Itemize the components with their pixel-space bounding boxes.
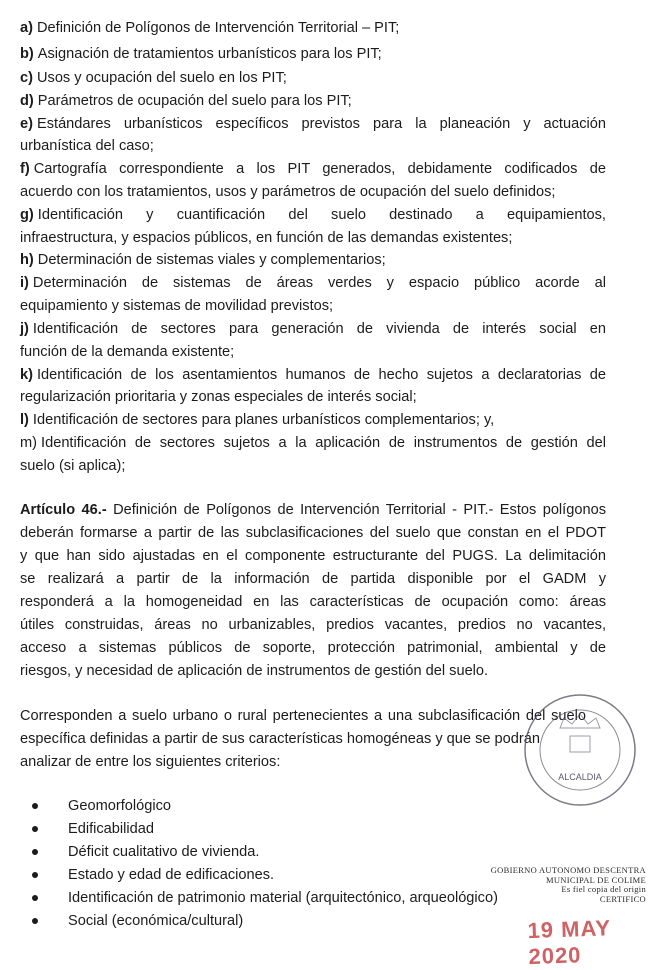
bullet-dot-icon: [32, 918, 38, 924]
list-item-l: l) Identificación de sectores para planes urbanísticos complementarios; y,: [20, 412, 495, 428]
bullet-item: Edificabilidad: [68, 821, 154, 837]
article-46-line: deberán formarse a partir de las subclasificaciones del suelo que constan en el PDOT: [20, 525, 606, 541]
list-item-m: m) Identificación de sectores sujetos a la aplicación de instrumentos de gestión del: [20, 435, 606, 451]
list-item-d: d) Parámetros de ocupación del suelo para los PIT;: [20, 93, 352, 109]
certification-stamp: GOBIERNO AUTONOMO DESCENTRA MUNICIPAL DE COLIME Es fiel copia del origin CERTIFICO: [490, 865, 646, 904]
bullet-dot-icon: [32, 872, 38, 878]
article-46-line: útiles construidas, áreas no urbanizables, predios vacantes, predios no vacantes,: [20, 617, 606, 633]
article-title: Artículo 46.-: [20, 502, 107, 518]
list-item-j-cont: función de la demanda existente;: [20, 344, 235, 360]
list-item-i: i) Determinación de sistemas de áreas verdes y espacio público acorde al: [20, 275, 606, 291]
date-stamp: 19 MAY 2020: [527, 915, 612, 970]
list-item-g-cont: infraestructura, y espacios públicos, en función de las demandas existentes;: [20, 230, 513, 246]
list-item-g: g) Identificación y cuantificación del suelo destinado a equipamientos,: [20, 207, 606, 223]
article-46-line: responderá a la homogeneidad en las características de ocupación como: áreas: [20, 594, 606, 610]
list-item-i-cont: equipamiento y sistemas de movilidad previstos;: [20, 298, 334, 314]
list-item-b: b) Asignación de tratamientos urbanísticos para los PIT;: [20, 46, 382, 62]
list-item-k: k) Identificación de los asentamientos humanos de hecho sujetos a declaratorias de: [20, 367, 606, 383]
bullet-dot-icon: [32, 803, 38, 809]
bullet-item: Déficit cualitativo de vivienda.: [68, 844, 260, 860]
paragraph-line: analizar de entre los siguientes criterios:: [20, 754, 281, 770]
paragraph-line: Corresponden a suelo urbano o rural pertenecientes a una subclasificación del suelo: [20, 708, 586, 724]
article-46-line: acceso a sistemas públicos de soporte, protección patrimonial, ambiental y de: [20, 640, 606, 656]
list-item-a: a) Definición de Polígonos de Intervención Territorial – PIT;: [20, 20, 400, 36]
bullet-dot-icon: [32, 895, 38, 901]
list-item-k-cont: regularización prioritaria y zonas especiales de interés social;: [20, 389, 417, 405]
list-item-j: j) Identificación de sectores para generación de vivienda de interés social en: [20, 321, 606, 337]
bullet-item: Social (económica/cultural): [68, 913, 244, 929]
bullet-dot-icon: [32, 826, 38, 832]
list-item-h: h) Determinación de sistemas viales y complementarios;: [20, 252, 386, 268]
list-item-e: e) Estándares urbanísticos específicos previstos para la planeación y actuación: [20, 116, 606, 132]
list-item-f: f) Cartografía correspondiente a los PIT generados, debidamente codificados de: [20, 161, 606, 177]
list-item-f-cont: acuerdo con los tratamientos, usos y parámetros de ocupación del suelo definidos;: [20, 184, 556, 200]
bullet-dot-icon: [32, 849, 38, 855]
bullet-item: Geomorfológico: [68, 798, 172, 814]
alcaldia-seal-icon: [520, 690, 640, 810]
bullet-item: Estado y edad de edificaciones.: [68, 867, 275, 883]
paragraph-line: específica definidas a partir de sus características homogéneas y que se podrán: [20, 731, 540, 747]
list-item-e-cont: urbanística del caso;: [20, 138, 154, 154]
seal-label: ALCALDIA: [558, 772, 602, 782]
article-46-line: Artículo 46.- Definición de Polígonos de Intervención Territorial - PIT.- Estos polígonos: [20, 502, 606, 518]
article-46-line: riesgos, y necesidad de aplicación de instrumentos de gestión del suelo.: [20, 663, 489, 679]
list-item-m-cont: suelo (si aplica);: [20, 458, 126, 474]
list-item-c: c) Usos y ocupación del suelo en los PIT;: [20, 70, 287, 86]
article-46-line: se realizará a partir de la información de partida disponible por el GADM y: [20, 571, 606, 587]
article-46-line: y que han sido ajustadas en el componente estructurante del PUGS. La delimitación: [20, 548, 606, 564]
bullet-item: Identificación de patrimonio material (arquitectónico, arqueológico): [68, 890, 498, 906]
